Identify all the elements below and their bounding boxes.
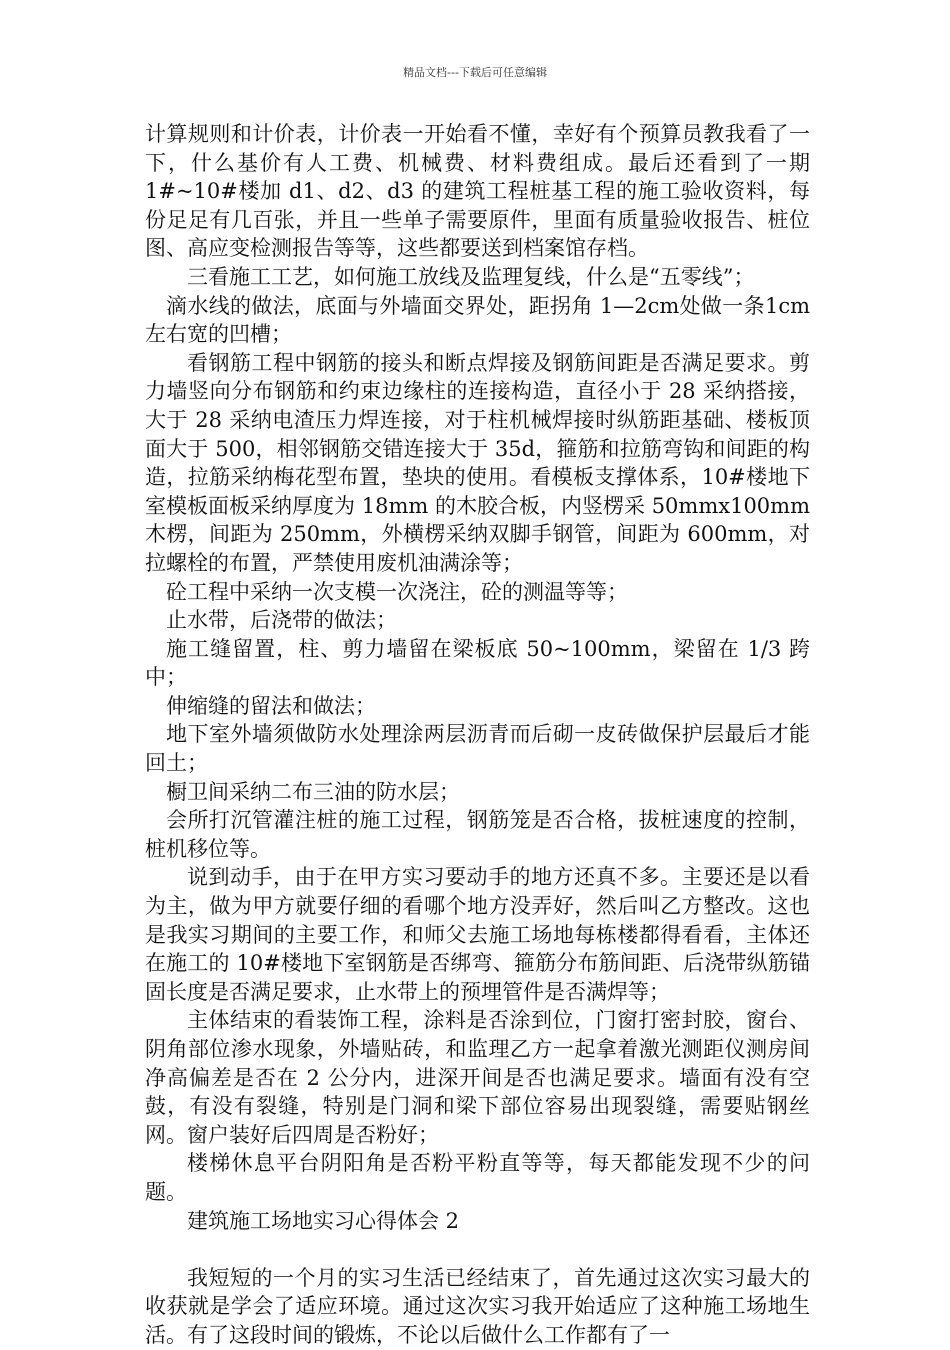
paragraph: 伸缩缝的留法和做法；: [166, 693, 376, 718]
paragraph: 三看施工工艺，如何施工放线及监理复线，什么是“五零线”；: [187, 264, 755, 289]
section-title: 建筑施工场地实习心得体会 2: [187, 1208, 460, 1233]
paragraph: 滴水线的做法，底面与外墙面交界处，距拐角 1—2cm处做一条1cm左右宽的凹槽；: [145, 293, 810, 347]
paragraph: 施工缝留置，柱、剪力墙留在梁板底 50~100mm，梁留在 1/3 跨中；: [145, 636, 810, 690]
paragraph: 地下室外墙须做防水处理涂两层沥青而后砌一皮砖做保护层最后才能回土；: [145, 722, 810, 776]
paragraph: 说到动手，由于在甲方实习要动手的地方还真不多。主要还是以看为主，做为甲方就要仔细的看哪个地方没弄好，然后叫乙方整改。这也是我实习期间的主要工作，和师父去施工场地每栋楼都得看看，主体还在施工的 10#楼地下室钢筋是否绑弯、箍筋分布筋间距、后浇带纵筋锚固长度是否满足要求，止水带上的预埋管件是否满焊等；: [145, 865, 810, 1004]
paragraph: 计算规则和计价表，计价表一开始看不懂，幸好有个预算员教我看了一下，什么基价有人工费、机械费、材料费组成。最后还看到了一期 1#~10#楼加 d1、d2、d3 的建筑工程桩基工程的施工验收资料，每份足足有几百张，并且一些单子需要原件，里面有质量验收报告、桩位图、高应变检测报告等等，这些都要送到档案馆存档。: [145, 122, 810, 261]
paragraph: 楼梯休息平台阴阳角是否粉平粉直等等，每天都能发现不少的问题。: [145, 1151, 810, 1204]
paragraph: 看钢筋工程中钢筋的接头和断点焊接及钢筋间距是否满足要求。剪力墙竖向分布钢筋和约束边缘柱的连接构造，直径小于 28 采纳搭接，大于 28 采纳电渣压力焊连接，对于柱机械焊接时纵筋距基础、楼板顶面大于 500，相邻钢筋交错连接大于 35d，箍筋和拉筋弯钩和间距的构造，拉筋采纳梅花型布置，垫块的使用。看模板支撑体系，10#楼地下室模板面板采纳厚度为 18mm 的木胶合板，内竖楞采 50mmx100mm 木楞，间距为 250mm，外横楞采纳双脚手钢管，间距为 600mm，对拉螺栓的布置，严禁使用废机油满涂等；: [145, 350, 810, 575]
paragraph: 主体结束的看装饰工程，涂料是否涂到位，门窗打密封胶，窗台、阴角部位渗水现象，外墙贴砖，和监理乙方一起拿着激光测距仪测房间净高偏差是否在 2 公分内，进深开间是否也满足要求。墙面有没有空鼓，有没有裂缝，特别是门洞和梁下部位容易出现裂缝，需要贴钢丝网。窗户装好后四周是否粉好；: [145, 1008, 810, 1147]
paragraph: 我短短的一个月的实习生活已经结束了，首先通过这次实习最大的收获就是学会了适应环境。通过这次实习我开始适应了这种施工场地生活。有了这段时间的锻炼，不论以后做什么工作都有了一: [145, 1265, 810, 1347]
paragraph: 会所打沉管灌注桩的施工过程，钢筋笼是否合格，拔桩速度的控制，桩机移位等。: [145, 808, 810, 861]
document-body: [145, 120, 810, 1350]
paragraph: 砼工程中采纳一次支模一次浇注，砼的测温等等；: [166, 579, 628, 604]
paragraph: 止水带，后浇带的做法；: [166, 608, 397, 633]
paragraph: 橱卫间采纳二布三油的防水层；: [166, 779, 460, 804]
page-header: 精品文档---下载后可任意编辑: [403, 66, 547, 79]
